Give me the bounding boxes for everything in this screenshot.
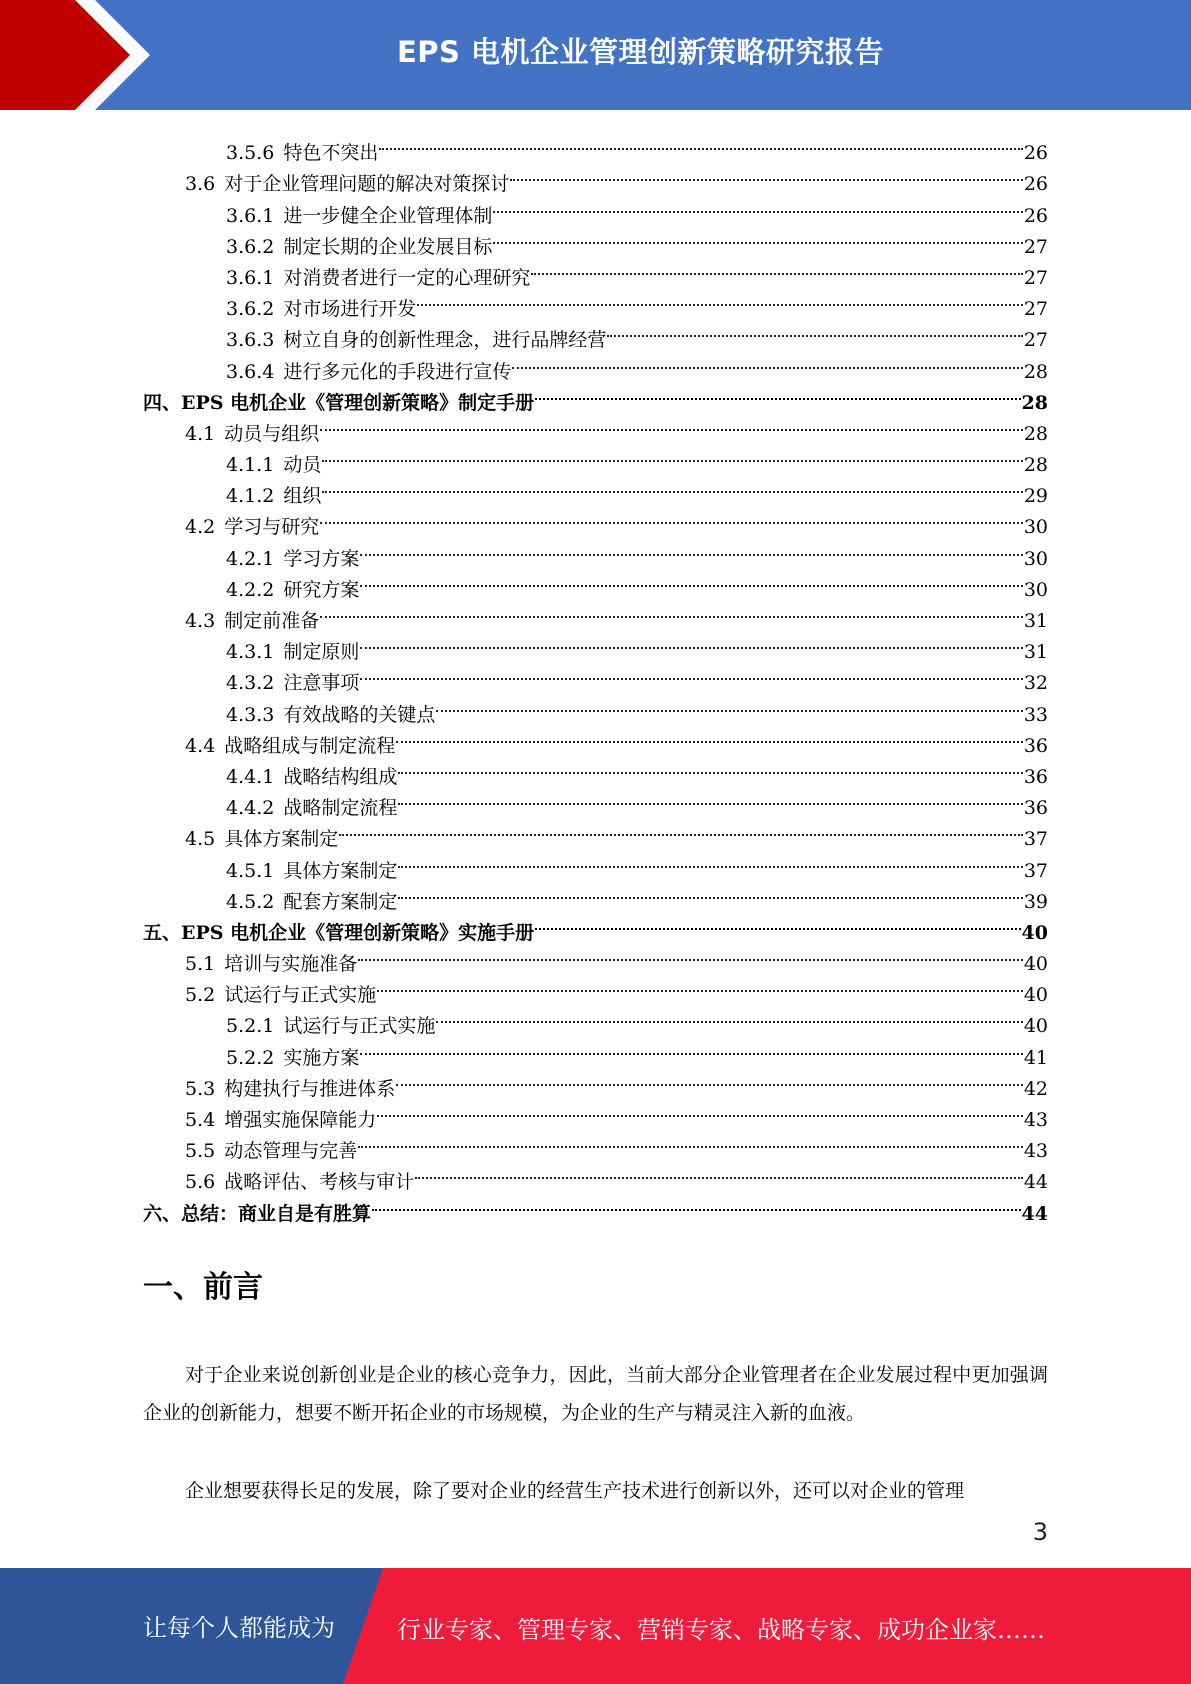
toc-entry-number: 4.4.2 [226,797,275,820]
toc-entry-page: 33 [1023,703,1048,726]
toc-leader-dots [377,970,1023,1001]
toc-entry-label: 具体方案制定 [224,828,339,851]
toc-entry-label: 配套方案制定 [283,890,398,913]
toc-entry-label: 树立自身的创新性理念，进行品牌经营 [283,329,607,352]
toc-entry-number: 4.3.1 [226,641,275,664]
toc-entry-title [185,949,357,980]
page-footer [0,1568,1191,1684]
toc-entry-label: 战略制定流程 [283,797,398,820]
toc-entry-page: 26 [1023,173,1048,196]
toc-leader-dots [360,658,1022,689]
toc-entry-label: 战略结构组成 [283,765,398,788]
toc-leader-dots [320,409,1023,440]
toc-entry-page: 27 [1023,298,1048,321]
toc-entry-title [226,232,492,263]
toc-entry-page: 40 [1023,984,1048,1007]
toc-entry-label: 学习与研究 [224,516,320,539]
toc-entry-page: 28 [1023,422,1048,445]
toc-entry-page: 31 [1023,641,1048,664]
toc-entry-label: 注意事项 [283,672,360,695]
toc-entry-title [226,1043,359,1074]
toc-entry-title [226,294,416,325]
toc-entry-label: 进一步健全企业管理体制 [283,204,493,227]
toc-leader-dots [512,346,1022,377]
toc-entry-label: 增强实施保障能力 [224,1109,377,1131]
toc-entry-label: 对市场进行开发 [283,298,417,321]
toc-entry-number: 4.5.2 [226,890,275,913]
toc-entry-title [185,419,319,450]
toc-leader-dots [493,190,1022,221]
toc-entry-number: 5.2 [185,984,216,1007]
toc-leader-dots [358,1126,1023,1157]
toc-entry-page: 30 [1023,578,1048,601]
toc-entry-label: 具体方案制定 [283,859,398,882]
toc-entry-label: 四、EPS 电机企业《管理创新策略》制定手册 [143,391,535,414]
toc-entry-title [226,544,359,575]
toc-leader-dots [379,128,1022,159]
toc-entry-number: 5.5 [185,1140,216,1163]
toc-entry-page: 27 [1023,235,1048,258]
toc-entry-label: 制定长期的企业发展目标 [283,235,493,258]
body-paragraph: 企业想要获得长足的发展，除了要对企业的经营生产技术进行创新以外，还可以对企业的管理 [185,1480,965,1502]
toc-entry-title [143,1199,371,1230]
toc-entry-number: 4.2.1 [226,547,275,570]
toc-entry-page: 28 [1023,360,1048,383]
toc-entry-page: 40 [1021,921,1048,944]
footer-slogan: 让每个人都能成为 [143,1614,335,1642]
toc-entry-number: 4.3.2 [226,672,275,695]
toc-leader-dots [398,783,1022,814]
toc-entry-title [226,637,359,668]
toc-entry-title [185,606,319,637]
toc-leader-dots [398,845,1022,876]
toc-leader-dots [398,877,1022,908]
body-paragraph: 对于企业来说创新创业是企业的核心竞争力，因此，当前大部分企业管理者在企业发展过程中更加强调企业的创新能力，想要不断开拓企业的市场规模，为企业的生产与精灵注入新的血液。 [143,1364,1048,1424]
toc-entry-page: 26 [1023,204,1048,227]
toc-entry-title [226,357,511,388]
toc-entry-page: 36 [1023,734,1048,757]
toc-leader-dots [607,315,1022,346]
toc-entry-number: 5.2.2 [226,1046,275,1069]
toc-entry-title [226,762,397,793]
toc-entry-page: 40 [1023,1015,1048,1038]
toc-leader-dots [372,1188,1021,1219]
toc-entry-title [185,512,319,543]
toc-entry-label: 战略评估、考核与审计 [224,1171,415,1194]
toc-entry-number: 5.4 [185,1109,216,1131]
toc-entry-label: 研究方案 [283,578,360,601]
toc-leader-dots [377,1095,1023,1126]
toc-entry-page: 30 [1023,547,1048,570]
toc-entry-number: 3.6 [185,173,216,196]
toc-entry-page: 43 [1023,1109,1048,1131]
toc-entry-number: 4.2 [185,516,216,539]
toc-entry-label: 对消费者进行一定的心理研究 [283,266,531,289]
toc-entry-number: 4.3 [185,610,216,632]
toc-leader-dots [320,502,1023,533]
toc-entry-title [226,450,321,481]
toc-entry-page: 42 [1023,1077,1048,1100]
toc-entry-page: 37 [1023,859,1048,882]
toc-entry-number: 4.4.1 [226,765,275,788]
toc-entry-number: 3.5.6 [226,142,275,165]
toc-entry-page: 36 [1023,797,1048,820]
toc-entry-page: 31 [1023,610,1048,632]
toc-entry-title [226,138,378,169]
toc-leader-dots [417,284,1022,315]
toc-entry-page: 32 [1023,672,1048,695]
toc-entry-page: 28 [1021,391,1048,414]
toc-entry-number: 3.6.1 [226,204,275,227]
toc-leader-dots [360,533,1022,564]
toc-entry-page: 26 [1023,142,1048,165]
toc-entry-page: 30 [1023,516,1048,539]
toc-entry-number: 3.6.1 [226,266,275,289]
toc-entry-title [185,980,376,1011]
toc-entry-page: 37 [1023,828,1048,851]
toc-entry-number: 3.6.4 [226,360,275,383]
toc-leader-dots [436,689,1022,720]
toc-entry-number: 5.6 [185,1171,216,1194]
toc-entry-number: 4.2.2 [226,578,275,601]
toc-entry-label: 学习方案 [283,547,360,570]
toc-leader-dots [358,939,1023,970]
toc-entry-title [226,856,397,887]
toc-entry-page: 36 [1023,765,1048,788]
toc-entry-number: 4.5 [185,828,216,851]
toc-entry-page: 27 [1023,329,1048,352]
section-heading: 一、前言 [143,1270,263,1305]
toc-entry-label: 有效战略的关键点 [283,703,436,726]
toc-entry-label: 制定前准备 [224,610,320,632]
toc-leader-dots [535,378,1020,409]
toc-entry-page: 44 [1023,1171,1048,1194]
toc-entry-title [185,1105,376,1136]
toc-entry[interactable] [143,128,1048,165]
page-header [0,0,1191,110]
toc-leader-dots [360,1032,1022,1063]
toc-leader-dots [320,596,1023,627]
toc-leader-dots [322,471,1022,502]
toc-entry-title [185,824,338,855]
toc-leader-dots [396,1064,1023,1095]
toc-leader-dots [322,440,1022,471]
toc-entry-title [185,731,395,762]
toc-entry-label: 动员 [283,454,322,477]
page-number: 3 [1032,1518,1048,1546]
toc-leader-dots [535,908,1020,939]
toc-entry-label: 特色不突出 [283,142,379,165]
toc-entry-number: 4.5.1 [226,859,275,882]
toc-leader-dots [398,752,1022,783]
toc-entry-number: 4.1 [185,422,216,445]
toc-entry-number: 4.3.3 [226,703,275,726]
toc-entry-number: 5.3 [185,1077,216,1100]
toc-entry-number: 3.6.3 [226,329,275,352]
toc-leader-dots [436,1001,1022,1032]
toc-entry-label: 动员与组织 [224,422,320,445]
toc-entry-title [226,481,321,512]
toc-entry-title [226,887,397,918]
toc-entry-page: 41 [1023,1046,1048,1069]
toc-entry-label: 五、EPS 电机企业《管理创新策略》实施手册 [143,921,535,944]
toc-entry-number: 3.6.2 [226,298,275,321]
toc-entry-title [185,1136,357,1167]
toc-entry-label: 制定原则 [283,641,360,664]
toc-leader-dots [510,159,1023,190]
toc-leader-dots [493,222,1022,253]
toc-entry-number: 5.1 [185,953,216,976]
toc-entry-label: 战略组成与制定流程 [224,734,396,757]
toc-entry-number: 4.1.2 [226,485,275,508]
toc-entry-page: 27 [1023,266,1048,289]
footer-roles: 行业专家、管理专家、营销专家、战略专家、成功企业家…… [397,1616,1045,1644]
toc-entry-page: 29 [1023,485,1048,508]
toc-entry-page: 28 [1023,454,1048,477]
toc-leader-dots [339,814,1023,845]
toc-entry-label: 六、总结：商业自是有胜算 [143,1202,372,1225]
header-title: EPS 电机企业管理创新策略研究报告 [396,35,885,69]
table-of-contents [143,128,1048,1225]
toc-entry-label: 试运行与正式实施 [224,984,377,1007]
toc-entry-number: 4.4 [185,734,216,757]
toc-entry-label: 组织 [283,485,322,508]
toc-entry-label: 培训与实施准备 [224,953,358,976]
toc-entry-label: 构建执行与推进体系 [224,1077,396,1100]
toc-entry-number: 5.2.1 [226,1015,275,1038]
toc-entry-label: 对于企业管理问题的解决对策探讨 [224,173,510,196]
toc-entry-label: 试运行与正式实施 [283,1015,436,1038]
toc-entry-number: 4.1.1 [226,454,275,477]
toc-entry-title [185,1074,395,1105]
toc-entry-page: 40 [1023,953,1048,976]
toc-leader-dots [415,1157,1023,1188]
toc-entry-number: 3.6.2 [226,235,275,258]
toc-entry-title [185,169,509,200]
toc-entry-page: 44 [1021,1202,1048,1225]
toc-entry-label: 实施方案 [283,1046,360,1069]
toc-leader-dots [360,627,1022,658]
toc-leader-dots [360,565,1022,596]
toc-leader-dots [396,721,1023,752]
toc-entry-title [226,201,492,232]
toc-entry-title [226,668,359,699]
toc-entry-label: 动态管理与完善 [224,1140,358,1163]
toc-entry-page: 43 [1023,1140,1048,1163]
toc-leader-dots [531,253,1022,284]
toc-entry-label: 进行多元化的手段进行宣传 [283,360,512,383]
toc-entry-page: 39 [1023,890,1048,913]
